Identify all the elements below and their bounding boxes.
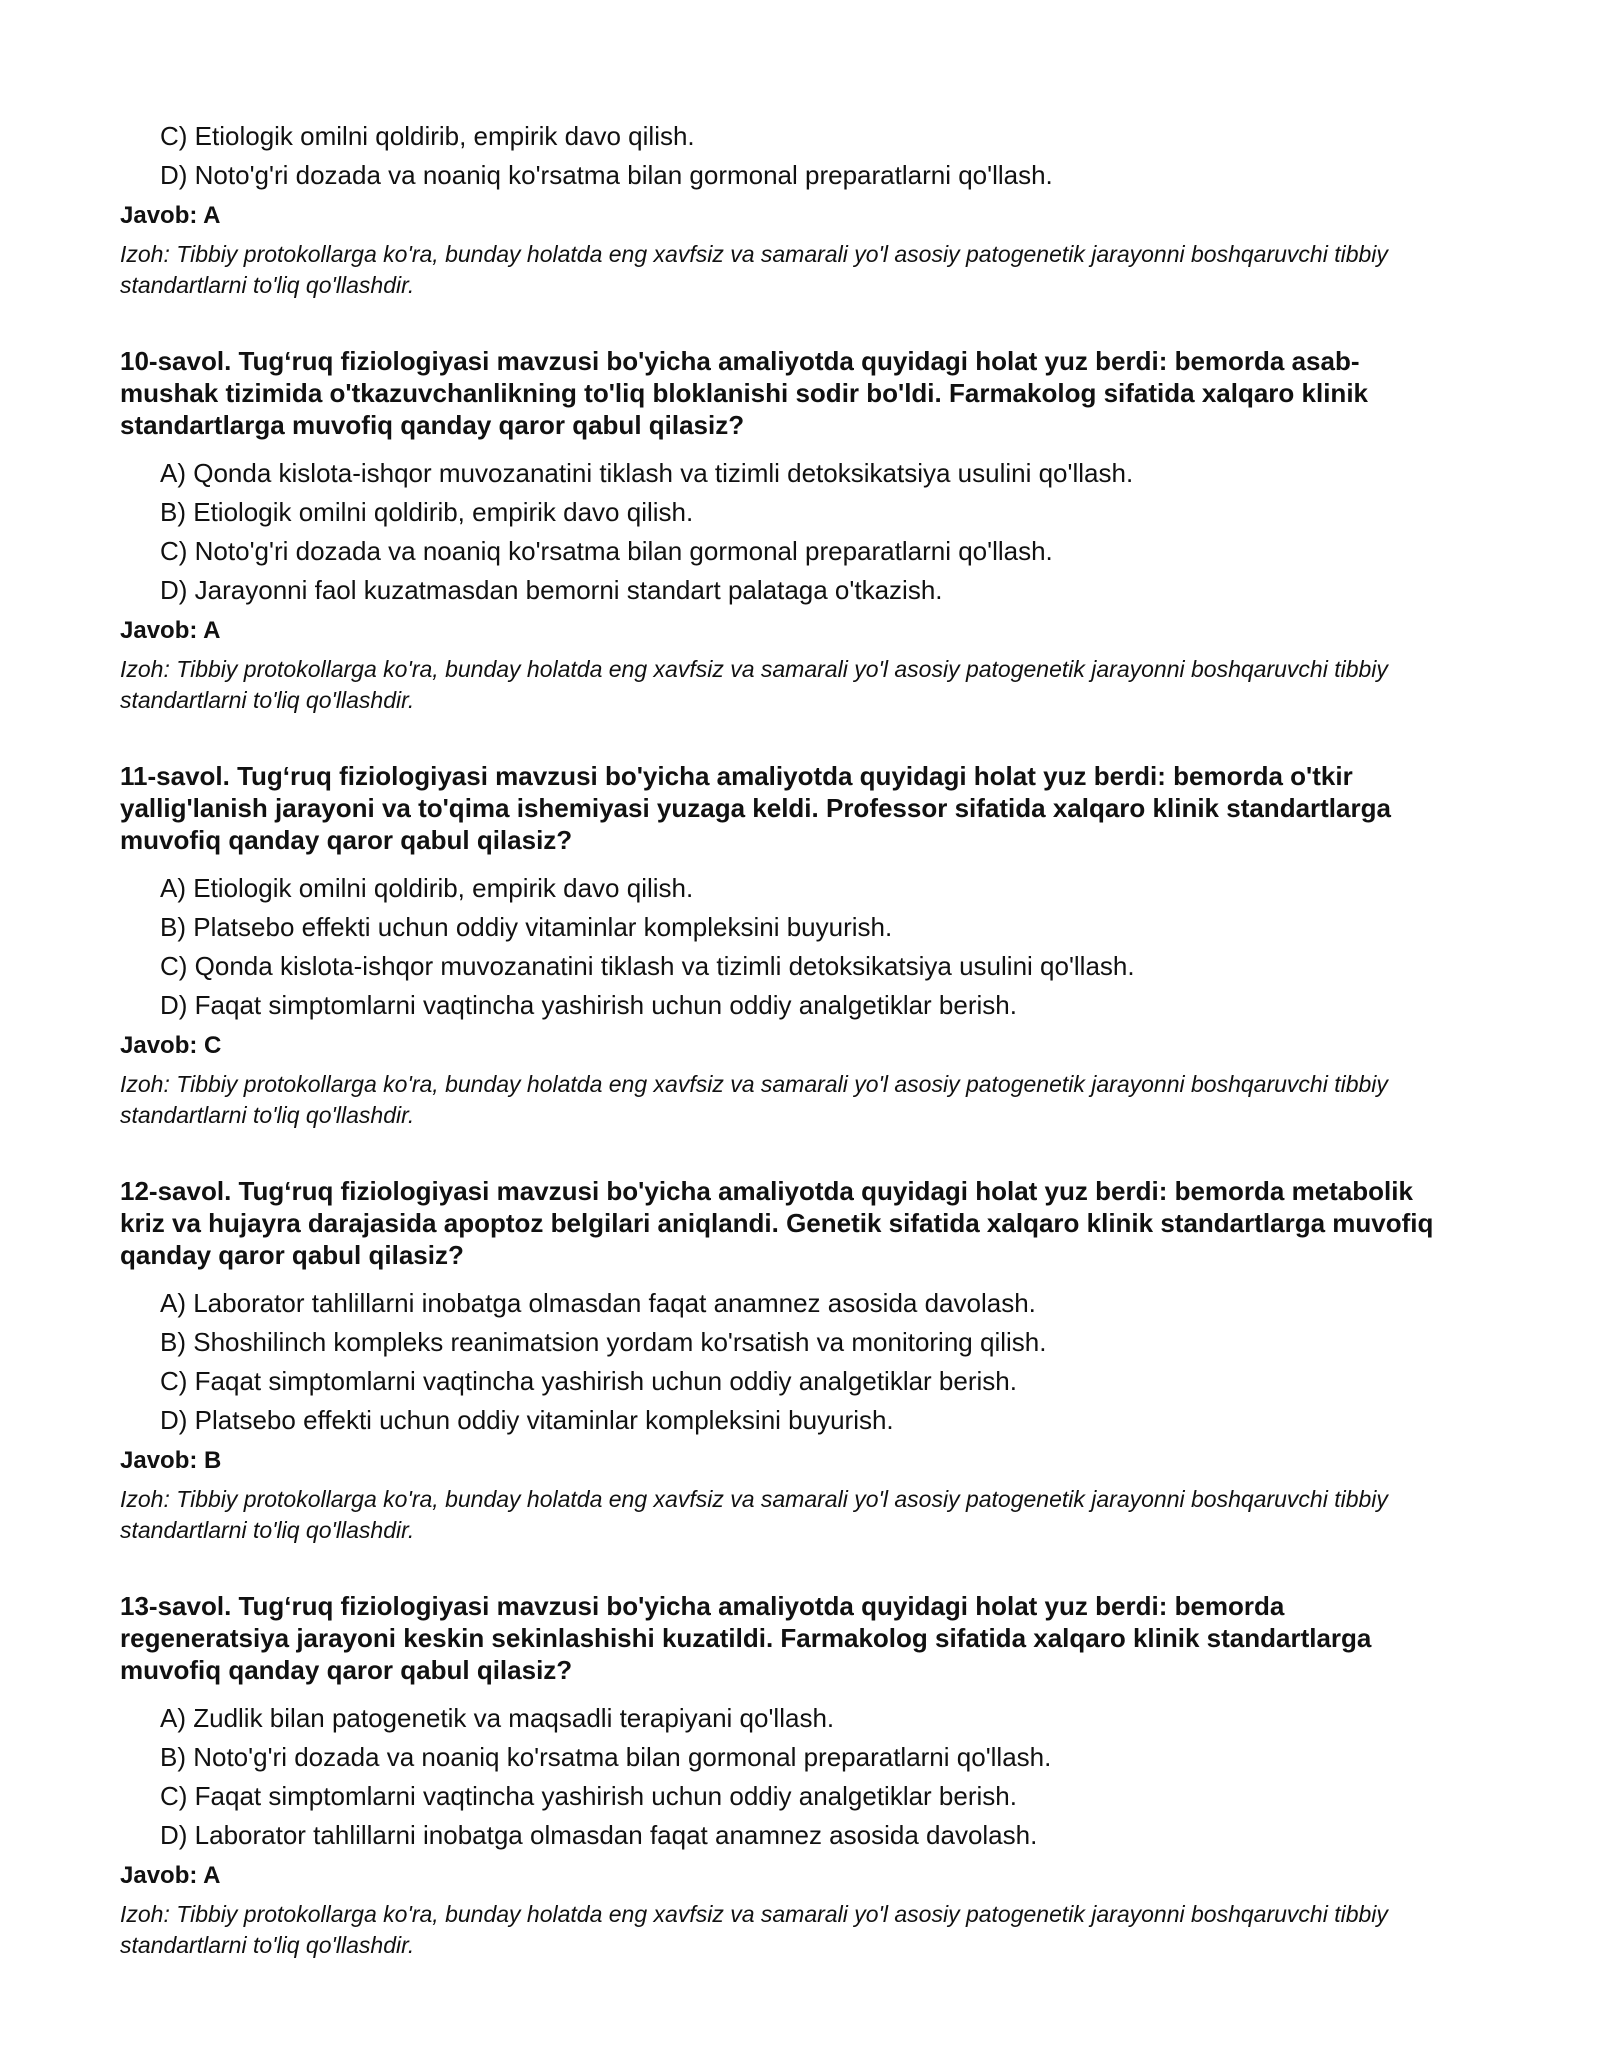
option-c: C) Faqat simptomlarni vaqtincha yashirish uchun oddiy analgetiklar berish. [160,1366,1017,1396]
continued-question-9 [120,120,1450,301]
question-13 [120,1590,1450,1961]
answer-label: Javob: A [120,202,221,229]
question-text: 11-savol. Tug‘ruq fiziologiyasi mavzusi bo'yicha amaliyotda quyidagi holat yuz berdi: bemorda o'tkir yallig'lanish jarayoni va to'qima ishemiyasi yuzaga keldi. Professor sifatida xalqaro klinik standartlarga muvofiq qanday qaror qabul qilasiz? [120,761,1391,855]
document-page [120,120,1450,1961]
option-c: C) Qonda kislota-ishqor muvozanatini tiklash va tizimli detoksikatsiya usulini qo'llash. [160,951,1135,981]
question-12 [120,1175,1450,1546]
explanation-note: Izoh: Tibbiy protokollarga ko'ra, bunday holatda eng xavfsiz va samarali yo'l asosiy patogenetik jarayonni boshqaruvchi tibbiy standartlarni to'liq qo'llashdir. [120,656,1388,713]
answer-label: Javob: B [120,1447,222,1474]
question-text: 10-savol. Tug‘ruq fiziologiyasi mavzusi bo'yicha amaliyotda quyidagi holat yuz berdi: bemorda asab-mushak tizimida o'tkazuvchanlikning to'liq bloklanishi sodir bo'ldi. Farmakolog sifatida xalqaro klinik standartlarga muvofiq qanday qaror qabul qilasiz? [120,346,1368,440]
option-a: A) Etiologik omilni qoldirib, empirik davo qilish. [160,873,694,903]
answer-label: Javob: A [120,1862,221,1889]
option-d: D) Faqat simptomlarni vaqtincha yashirish uchun oddiy analgetiklar berish. [160,990,1017,1020]
option-b: B) Noto'g'ri dozada va noaniq ko'rsatma bilan gormonal preparatlarni qo'llash. [160,1742,1052,1772]
option-a: A) Qonda kislota-ishqor muvozanatini tiklash va tizimli detoksikatsiya usulini qo'llash. [160,458,1134,488]
option-b: B) Etiologik omilni qoldirib, empirik davo qilish. [160,497,694,527]
option-b: B) Shoshilinch kompleks reanimatsion yordam ko'rsatish va monitoring qilish. [160,1327,1047,1357]
option-a: A) Laborator tahlillarni inobatga olmasdan faqat anamnez asosida davolash. [160,1288,1036,1318]
option-c: C) Etiologik omilni qoldirib, empirik davo qilish. [160,121,695,151]
explanation-note: Izoh: Tibbiy protokollarga ko'ra, bunday holatda eng xavfsiz va samarali yo'l asosiy patogenetik jarayonni boshqaruvchi tibbiy standartlarni to'liq qo'llashdir. [120,1071,1388,1128]
explanation-note: Izoh: Tibbiy protokollarga ko'ra, bunday holatda eng xavfsiz va samarali yo'l asosiy patogenetik jarayonni boshqaruvchi tibbiy standartlarni to'liq qo'llashdir. [120,1901,1388,1958]
question-text: 12-savol. Tug‘ruq fiziologiyasi mavzusi bo'yicha amaliyotda quyidagi holat yuz berdi: bemorda metabolik kriz va hujayra darajasida apoptoz belgilari aniqlandi. Genetik sifatida xalqaro klinik standartlarga muvofiq qanday qaror qabul qilasiz? [120,1176,1434,1270]
option-d: D) Platsebo effekti uchun oddiy vitaminlar kompleksini buyurish. [160,1405,894,1435]
explanation-note: Izoh: Tibbiy protokollarga ko'ra, bunday holatda eng xavfsiz va samarali yo'l asosiy patogenetik jarayonni boshqaruvchi tibbiy standartlarni to'liq qo'llashdir. [120,241,1388,298]
option-b: B) Platsebo effekti uchun oddiy vitaminlar kompleksini buyurish. [160,912,893,942]
option-c: C) Noto'g'ri dozada va noaniq ko'rsatma bilan gormonal preparatlarni qo'llash. [160,536,1053,566]
option-d: D) Jarayonni faol kuzatmasdan bemorni standart palataga o'tkazish. [160,575,943,605]
option-d: D) Noto'g'ri dozada va noaniq ko'rsatma bilan gormonal preparatlarni qo'llash. [160,160,1053,190]
option-d: D) Laborator tahlillarni inobatga olmasdan faqat anamnez asosida davolash. [160,1820,1038,1850]
option-c: C) Faqat simptomlarni vaqtincha yashirish uchun oddiy analgetiklar berish. [160,1781,1017,1811]
answer-label: Javob: A [120,617,221,644]
answer-label: Javob: C [120,1032,222,1059]
explanation-note: Izoh: Tibbiy protokollarga ko'ra, bunday holatda eng xavfsiz va samarali yo'l asosiy patogenetik jarayonni boshqaruvchi tibbiy standartlarni to'liq qo'llashdir. [120,1486,1388,1543]
question-text: 13-savol. Tug‘ruq fiziologiyasi mavzusi bo'yicha amaliyotda quyidagi holat yuz berdi: bemorda regeneratsiya jarayoni keskin sekinlashishi kuzatildi. Farmakolog sifatida xalqaro klinik standartlarga muvofiq qanday qaror qabul qilasiz? [120,1591,1372,1685]
option-a: A) Zudlik bilan patogenetik va maqsadli terapiyani qo'llash. [160,1703,835,1733]
question-11 [120,760,1450,1131]
question-10 [120,345,1450,716]
